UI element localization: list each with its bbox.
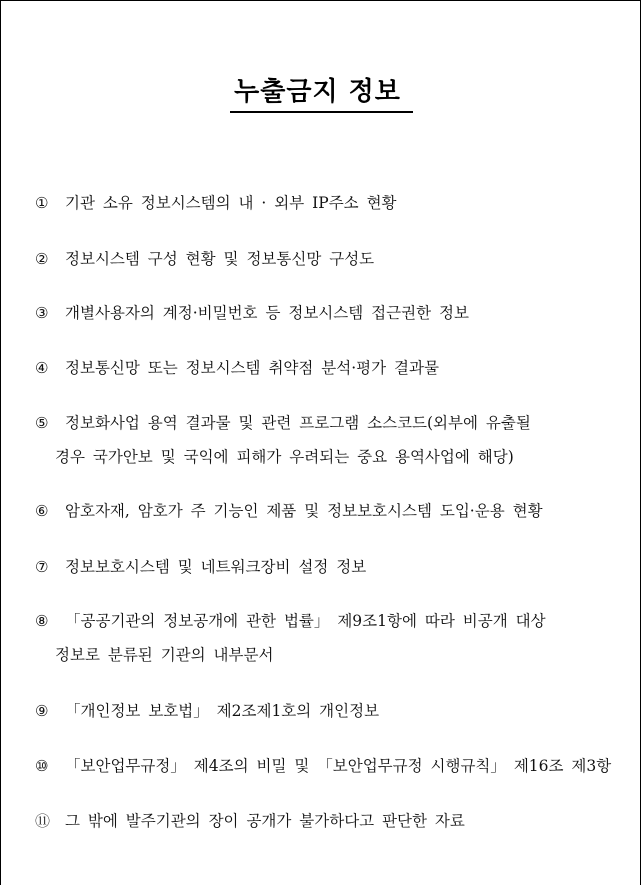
item-text: 정보통신망 또는 정보시스템 취약점 분석·평가 결과물 [65, 359, 439, 377]
item-text: 기관 소유 정보시스템의 내 · 외부 IP주소 현황 [65, 194, 397, 212]
item-text: 「개인정보 보호법」 제2조제1호의 개인정보 [65, 702, 380, 720]
list-item-9 [31, 701, 621, 721]
item-number: ⑦ [35, 558, 49, 576]
list-item-4 [31, 358, 621, 378]
item-number: ⑤ [35, 414, 49, 432]
item-number: ⑧ [35, 612, 49, 630]
item-number: ⑥ [35, 502, 49, 520]
list-item-1 [31, 193, 621, 213]
list-item-6 [31, 501, 621, 521]
item-number: ⑩ [35, 757, 49, 775]
page-title-text: 누출금지 정보 [230, 75, 413, 113]
item-text: 개별사용자의 계정·비밀번호 등 정보시스템 접근권한 정보 [65, 304, 469, 322]
item-text: 정보시스템 구성 현황 및 정보통신망 구성도 [65, 250, 375, 268]
item-text: 암호자재, 암호가 주 기능인 제품 및 정보보호시스템 도입·운용 현황 [65, 502, 543, 520]
item-text: 「공공기관의 정보공개에 관한 법률」 제9조1항에 따라 비공개 대상 [65, 612, 546, 630]
list-item-8 [31, 611, 621, 665]
item-number: ③ [35, 304, 49, 322]
item-number: ② [35, 250, 49, 268]
item-number: ④ [35, 359, 49, 377]
list-item-10 [31, 756, 621, 776]
item-text-continued: 정보로 분류된 기관의 내부문서 [55, 646, 274, 664]
item-text: 「보안업무규정」 제4조의 비밀 및 「보안업무규정 시행규칙」 제16조 제3항 [65, 757, 612, 775]
item-number: ① [35, 194, 49, 212]
item-text: 정보화사업 용역 결과물 및 관련 프로그램 소스코드(외부에 유출될 [65, 414, 531, 432]
page-title [1, 75, 641, 113]
item-number: ⑨ [35, 702, 49, 720]
item-text: 그 밖에 발주기관의 장이 공개가 불가하다고 판단한 자료 [65, 812, 465, 830]
list-item-11 [31, 811, 621, 831]
item-text: 정보보호시스템 및 네트워크장비 설정 정보 [65, 558, 367, 576]
list-item-2 [31, 249, 621, 269]
list-item-7 [31, 557, 621, 577]
item-number: ⑪ [35, 812, 51, 830]
item-text-continued: 경우 국가안보 및 국익에 피해가 우려되는 중요 용역사업에 해당) [55, 448, 514, 466]
list-item-5 [31, 413, 621, 467]
list-item-3 [31, 303, 621, 323]
